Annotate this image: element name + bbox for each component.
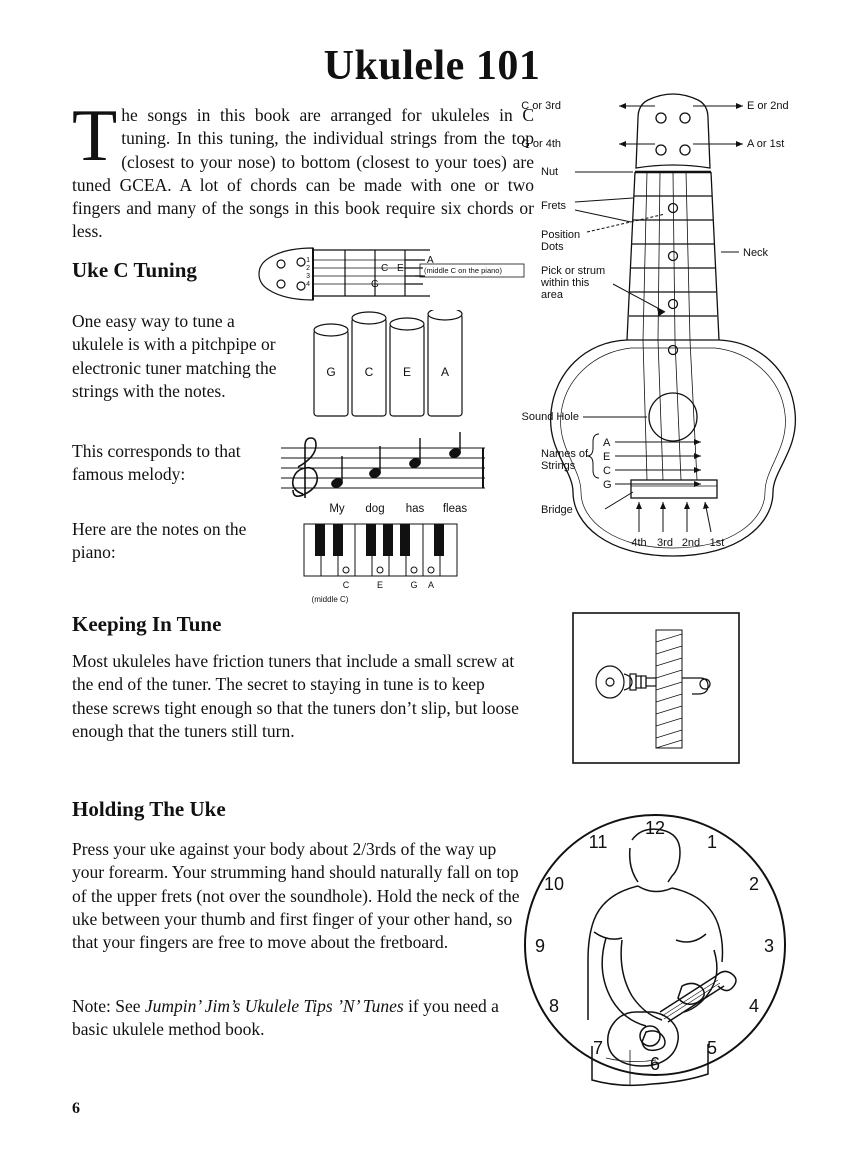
lyric-dog: dog xyxy=(365,503,385,515)
label-pick-line1: Pick or strum xyxy=(541,265,606,277)
paragraph-keeping-in-tune: Most ukuleles have friction tuners that include a small screw at the end of the tuner. The secret to staying in tune is to keep these screws tight enough so that the tuners don’t slip, but loose enough that the tuners still turn. xyxy=(72,651,519,741)
clock-number-4: 4 xyxy=(748,996,760,1016)
page-number: 6 xyxy=(72,1100,80,1117)
ukulele-diagram xyxy=(515,72,860,572)
label-pick-line3: area xyxy=(541,289,564,301)
label-pick-line2: within this xyxy=(541,277,590,289)
holding-position-clock-illustration xyxy=(510,800,800,1090)
string-name-a: A xyxy=(603,437,611,449)
string-number-3: 3 xyxy=(306,273,310,280)
clock-number-11: 11 xyxy=(588,832,608,852)
string-number-1: 1 xyxy=(306,257,310,264)
label-frets: Frets xyxy=(541,200,567,212)
headstock-note-c: C xyxy=(381,263,389,274)
headstock-diagram xyxy=(255,240,535,310)
label-g-or-4th: G or 4th xyxy=(521,138,561,150)
heading-uke-c-tuning: Uke C Tuning xyxy=(72,258,197,282)
middle-c-piano-note: (middle C on the piano) xyxy=(424,266,502,275)
paragraph-corresponds: This corresponds to that famous melody: xyxy=(72,441,241,485)
melody-staff-diagram xyxy=(275,432,490,522)
label-nut: Nut xyxy=(541,166,559,178)
clock-number-3: 3 xyxy=(763,936,775,956)
heading-holding-the-uke: Holding The Uke xyxy=(72,797,226,821)
intro-text: he songs in this book are arranged for ukuleles in C tuning. In this tuning, the individual strings from the top (closest to your nose) to bottom (closest to your toes) are tuned GCEA. A lot of chords can be made with one or two fingers and many of the songs in this book require six chords or less. xyxy=(72,105,534,242)
bottom-string-1st: 1st xyxy=(709,537,725,549)
friction-tuner-illustration xyxy=(572,612,740,764)
headstock-note-e: E xyxy=(397,263,404,274)
piano-note-c: C xyxy=(342,580,350,590)
note-suffix: if you need a basic ukulele method book. xyxy=(72,996,499,1040)
heading-keeping-in-tune: Keeping In Tune xyxy=(72,612,222,636)
clock-number-7: 7 xyxy=(592,1038,604,1058)
pitchpipe-label-e: E xyxy=(402,365,412,379)
piano-note-g: G xyxy=(410,580,418,590)
label-names-of-line2: Strings xyxy=(541,460,576,472)
label-c-or-3rd: C or 3rd xyxy=(521,100,561,112)
pitchpipes-diagram xyxy=(300,310,480,425)
page-title: Ukulele 101 xyxy=(323,43,541,89)
bottom-string-4th: 4th xyxy=(631,537,647,549)
paragraph-piano-notes: Here are the notes on the piano: xyxy=(72,519,247,563)
drop-cap: T xyxy=(72,95,118,177)
clock-number-9: 9 xyxy=(534,936,546,956)
label-a-or-1st: A or 1st xyxy=(747,138,785,150)
clock-number-1: 1 xyxy=(706,832,718,852)
string-number-4: 4 xyxy=(306,281,310,288)
paragraph-tuning: One easy way to tune a ukulele is with a pitchpipe or electronic tuner matching the strings with the notes. xyxy=(72,311,277,401)
intro-block xyxy=(72,95,534,244)
clock-number-8: 8 xyxy=(548,996,560,1016)
string-number-2: 2 xyxy=(306,265,310,272)
clock-number-6: 6 xyxy=(649,1054,661,1074)
pitchpipe-label-g: G xyxy=(326,365,336,379)
lyric-fleas: fleas xyxy=(442,503,468,515)
clock-number-12: 12 xyxy=(644,818,666,838)
label-e-or-2nd: E or 2nd xyxy=(747,100,789,112)
clock-number-2: 2 xyxy=(748,874,760,894)
label-bridge: Bridge xyxy=(541,504,573,516)
intro-paragraph xyxy=(72,95,534,244)
label-names-of-line1: Names of xyxy=(541,448,589,460)
piano-note-e: E xyxy=(376,580,384,590)
piano-middle-c-caption: (middle C) xyxy=(311,595,349,604)
lyric-my: My xyxy=(329,503,345,515)
bottom-string-3rd: 3rd xyxy=(657,537,673,549)
string-name-g: G xyxy=(603,479,612,491)
bottom-string-2nd: 2nd xyxy=(681,537,701,549)
pitchpipe-label-a: A xyxy=(440,365,450,379)
label-position-dots-line2: Dots xyxy=(541,241,564,253)
headstock-note-g: G xyxy=(371,279,379,290)
clock-number-5: 5 xyxy=(706,1038,718,1058)
string-name-e: E xyxy=(603,451,611,463)
headstock-note-a: A xyxy=(427,255,434,266)
note-prefix: Note: See xyxy=(72,996,145,1016)
string-name-c: C xyxy=(603,465,611,477)
label-position-dots-line1: Position xyxy=(541,229,581,241)
clock-number-10: 10 xyxy=(543,874,565,894)
label-sound-hole: Sound Hole xyxy=(521,411,579,423)
lyric-has: has xyxy=(405,503,425,515)
note-title: Jumpin’ Jim’s Ukulele Tips ’N’ Tunes xyxy=(144,996,404,1016)
paragraph-holding-the-uke: Press your uke against your body about 2/3rds of the way up your forearm. Your strumming hand should naturally fall on top of the upper frets (not over the soundhole). Hold the neck of the uke between your thumb and first finger of your other hand, so that your fingers are free to move about the fretboard. xyxy=(72,839,520,953)
label-neck: Neck xyxy=(743,247,769,259)
paragraph-note xyxy=(72,995,524,1042)
piano-keyboard-diagram xyxy=(300,520,480,610)
piano-note-a: A xyxy=(427,580,435,590)
pitchpipe-label-c: C xyxy=(364,365,374,379)
